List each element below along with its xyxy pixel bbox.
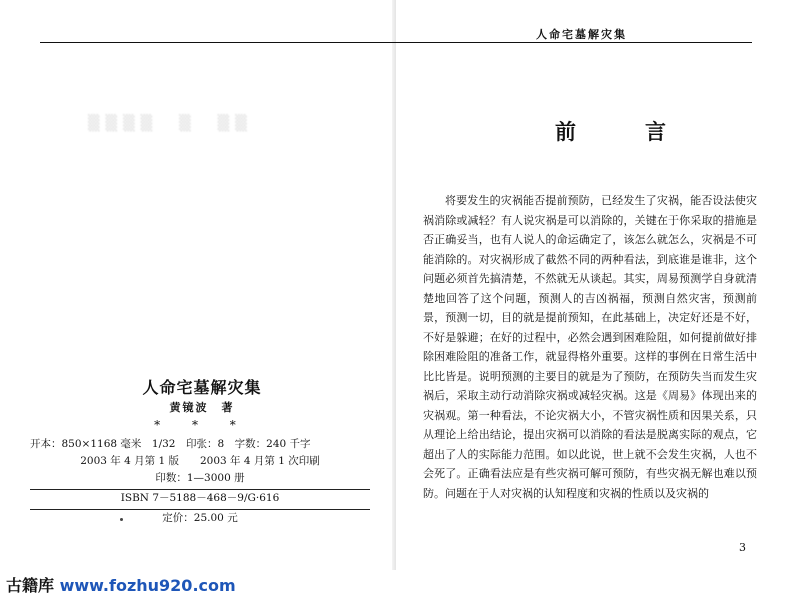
author-line: 黄镜波 著 xyxy=(169,401,235,414)
edition-line: 2003 年 4 月第 1 版 2003 年 4 月第 1 次印刷 xyxy=(80,455,320,467)
publication-info xyxy=(30,436,370,527)
preface-body xyxy=(423,191,757,503)
isbn-line: ISBN 7－5188－468－9/G·616 xyxy=(120,492,280,504)
page-number: 3 xyxy=(739,541,746,554)
site-watermark[interactable] xyxy=(6,573,236,596)
body-paragraph: 将要发生的灾祸能否提前预防，已经发生了灾祸，能否设法使灾祸消除或减轻？有人说灾祸是可以消除的，关键在于你采取的措施是否正确妥当，也有人说人的命运确定了，该怎么就怎么，灾祸是不可能消除的。对灾祸形成了截然不同的两种看法，到底谁是谁非，这个问题必须首先搞清楚，不然就无从谈起。其实，周易预测学自身就清楚地回答了这个问题，预测人的吉凶祸福，预测自然灾害，预测前景，预测一切，目的就是提前预知，在此基础上，决定好还是不好，不好是躲避；在好的过程中，必然会遇到困难险阻，如何提前做好排除困难险阻的准备工作，就显得格外重要。这样的事例在日常生活中比比皆是。说明预测的主要目的就是为了预防，在预防失当而发生灾祸后，采取主动行动消除灾祸或减轻灾祸。这是《周易》体现出来的灾祸观。第一种看法，不论灾祸大小，不管灾祸性质和因果关系，只从理论上给出结论，提出灾祸可以消除的看法是脱离实际的观点，它超出了人的实际能力范围。如以此说，世上就不会发生灾祸，人也不会死了。正确看法应是有些灾祸可解可预防，有些灾祸无解也难以预防。问题在于人对灾祸的认知程度和灾祸的性质以及灾祸的 xyxy=(423,194,757,500)
scan-speck xyxy=(120,518,123,521)
book-title: 人命宅墓解灾集 xyxy=(142,378,262,397)
bleed-through-text: ▒▒▒▒ ▒ ▒▒ xyxy=(88,114,253,132)
running-head xyxy=(40,26,752,40)
format-line: 开本：850×1168 毫米 1/32 印张：8 字数：240 千字 xyxy=(30,438,311,450)
price-line: 定价：25.00 元 xyxy=(162,512,238,524)
running-head-title: 人命宅墓解灾集 xyxy=(536,28,627,41)
site-url[interactable]: www.fozhu920.com xyxy=(59,576,236,595)
preface-title: 前 言 xyxy=(555,119,690,144)
header-rule xyxy=(40,42,752,43)
copyright-block xyxy=(30,378,352,524)
print-run-line: 印数：1—3000 册 xyxy=(155,472,245,484)
left-page xyxy=(0,0,396,570)
star-divider: * * * xyxy=(154,418,250,432)
site-name: 古籍库 xyxy=(6,576,55,595)
watermark-bar xyxy=(0,570,793,595)
